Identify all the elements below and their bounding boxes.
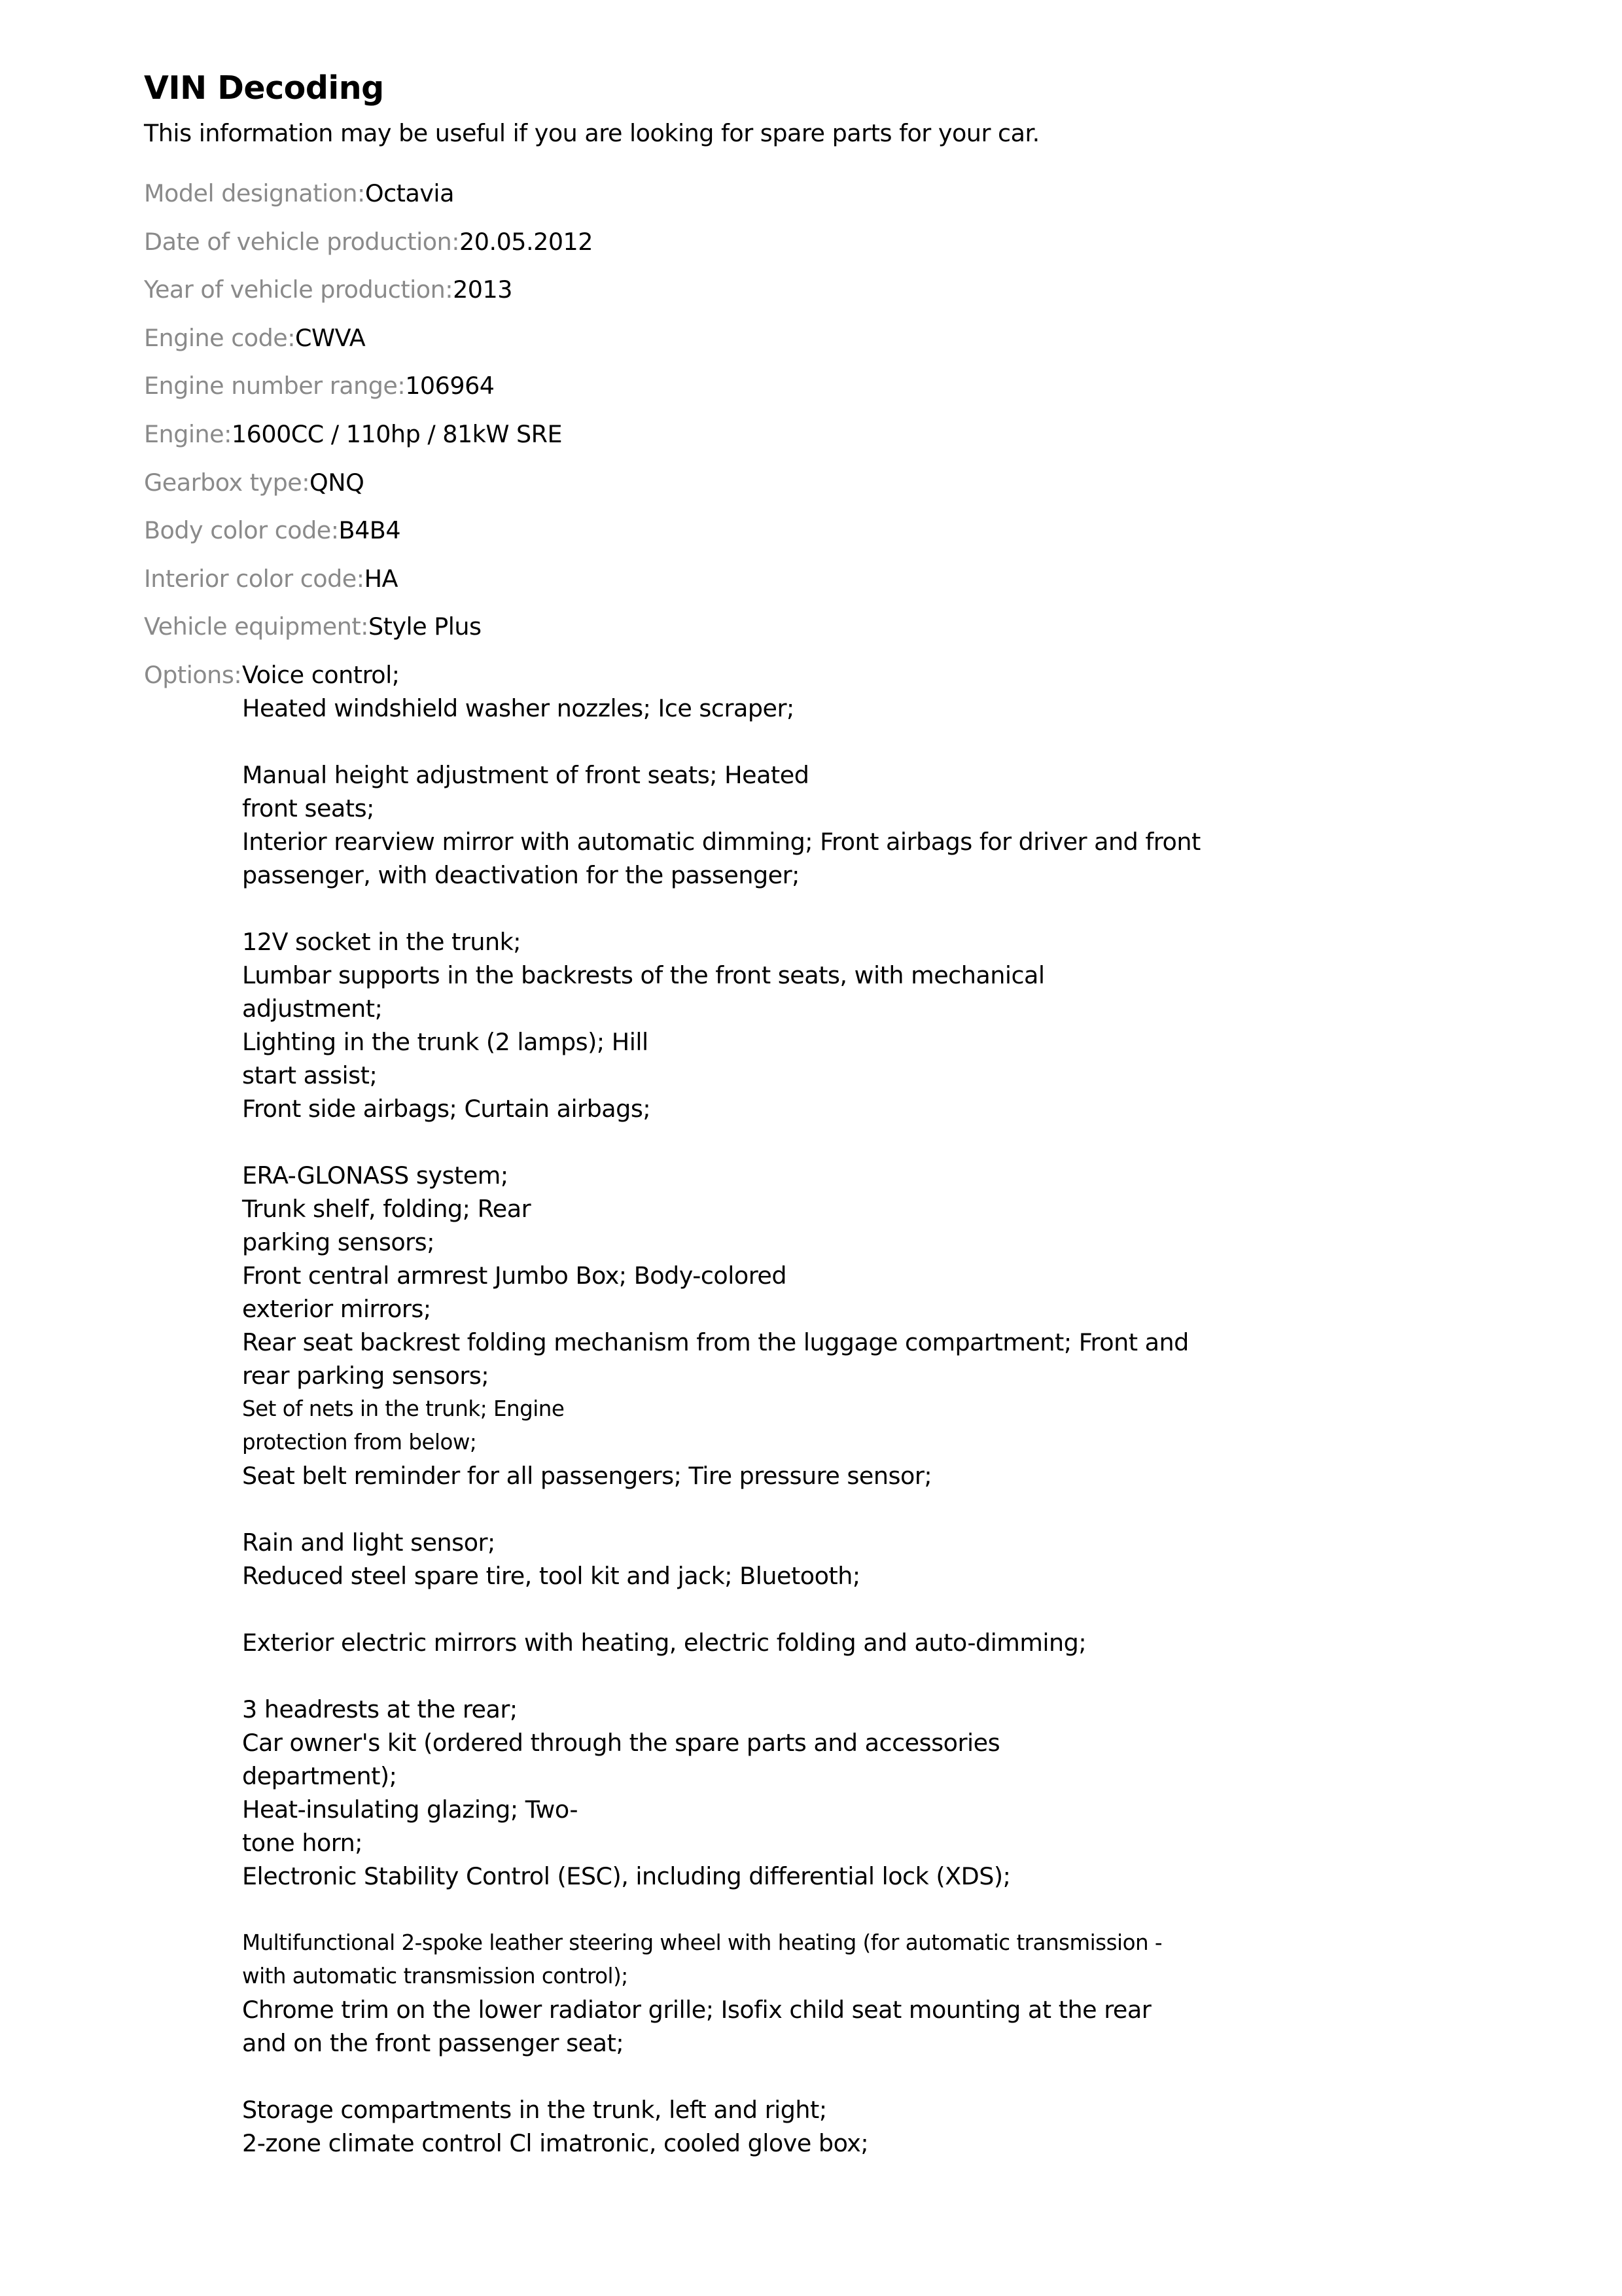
option-line: 3 headrests at the rear; (242, 1695, 518, 1723)
field-production-date (144, 225, 1479, 274)
field-interior-color-code (144, 562, 1479, 610)
field-engine-code (144, 321, 1479, 370)
options-spacer (242, 892, 1354, 925)
field-label: Engine code: (144, 323, 296, 352)
option-line: Car owner's kit (ordered through the spare parts and accessories (242, 1728, 1000, 1757)
options-label: Options: (144, 660, 242, 689)
option-line: front seats; (242, 794, 374, 822)
field-engine (144, 417, 1479, 466)
field-options (144, 658, 1479, 2160)
field-value: Style Plus (368, 612, 482, 641)
options-spacer (242, 1492, 1354, 1526)
field-engine-number-range (144, 369, 1479, 417)
option-line: with automatic transmission control); (242, 1963, 628, 1988)
field-value: CWVA (295, 323, 366, 352)
options-spacer (242, 1893, 1354, 1926)
options-spacer (242, 2060, 1354, 2093)
field-label: Year of vehicle production: (144, 275, 453, 304)
option-line: tone horn; (242, 1828, 363, 1857)
field-label: Date of vehicle production: (144, 227, 460, 256)
page-title: VIN Decoding (144, 69, 384, 107)
field-body-color-code (144, 514, 1479, 562)
field-value: HA (364, 564, 398, 593)
option-line: Heated windshield washer nozzles; Ice scraper; (242, 694, 794, 722)
option-line: passenger, with deactivation for the passenger; (242, 860, 800, 889)
option-line: Front side airbags; Curtain airbags; (242, 1094, 651, 1123)
option-line: Interior rearview mirror with automatic dimming; Front airbags for driver and front (242, 827, 1201, 856)
field-value: 2013 (453, 275, 512, 304)
option-line: Seat belt reminder for all passengers; Tire pressure sensor; (242, 1461, 932, 1490)
field-label: Interior color code: (144, 564, 364, 593)
field-production-year (144, 273, 1479, 321)
option-line: Chrome trim on the lower radiator grille; Isofix child seat mounting at the rear (242, 1995, 1152, 2024)
vin-decoding-page (144, 65, 1479, 2160)
field-value: B4B4 (338, 516, 401, 545)
option-line: adjustment; (242, 994, 383, 1023)
field-gearbox-type (144, 466, 1479, 514)
options-spacer (242, 1659, 1354, 1693)
option-line: rear parking sensors; (242, 1361, 489, 1390)
option-line: Reduced steel spare tire, tool kit and jack; Bluetooth; (242, 1561, 860, 1590)
option-line: Front central armrest Jumbo Box; Body-colored (242, 1261, 787, 1290)
option-line: Rain and light sensor; (242, 1528, 495, 1557)
option-line: start assist; (242, 1061, 378, 1089)
field-value: 106964 (405, 372, 495, 400)
field-value: QNQ (309, 468, 364, 497)
field-model-designation (144, 177, 1479, 225)
options-list (242, 658, 1354, 2160)
field-label: Body color code: (144, 516, 339, 545)
vehicle-info-list (144, 177, 1479, 2160)
option-line: Heat-insulating glazing; Two- (242, 1795, 578, 1824)
options-spacer (242, 725, 1354, 758)
option-line: ERA-GLONASS system; (242, 1161, 508, 1190)
option-line: Lighting in the trunk (2 lamps); Hill (242, 1027, 648, 1056)
option-line: Lumbar supports in the backrests of the front seats, with mechanical (242, 961, 1045, 989)
option-line: and on the front passenger seat; (242, 2028, 624, 2057)
options-spacer (242, 1125, 1354, 1159)
field-value: 1600CC / 110hp / 81kW SRE (231, 419, 563, 448)
option-line: protection from below; (242, 1429, 477, 1455)
option-line: 2-zone climate control Cl imatronic, cooled glove box; (242, 2128, 869, 2157)
option-line: Manual height adjustment of front seats; Heated (242, 760, 809, 789)
field-label: Engine: (144, 419, 232, 448)
field-label: Model designation: (144, 179, 365, 207)
field-label: Engine number range: (144, 372, 406, 400)
option-line: Trunk shelf, folding; Rear (242, 1194, 531, 1223)
option-line: 12V socket in the trunk; (242, 927, 521, 956)
field-label: Gearbox type: (144, 468, 310, 497)
option-line: parking sensors; (242, 1227, 434, 1256)
option-line: Set of nets in the trunk; Engine (242, 1396, 565, 1421)
option-line: Exterior electric mirrors with heating, electric folding and auto-dimming; (242, 1628, 1087, 1657)
option-line: Storage compartments in the trunk, left and right; (242, 2095, 827, 2124)
option-line: Multifunctional 2-spoke leather steering wheel with heating (for automatic transmission - (242, 1930, 1163, 1955)
option-line: department); (242, 1761, 397, 1790)
field-value: Octavia (364, 179, 454, 207)
option-line: Rear seat backrest folding mechanism from the luggage compartment; Front and (242, 1328, 1189, 1356)
options-spacer (242, 1593, 1354, 1626)
option-line: Electronic Stability Control (ESC), including differential lock (XDS); (242, 1862, 1011, 1890)
field-label: Vehicle equipment: (144, 612, 368, 641)
intro-text: This information may be useful if you are looking for spare parts for your car. (144, 119, 1040, 147)
option-line: exterior mirrors; (242, 1294, 431, 1323)
field-value: 20.05.2012 (459, 227, 593, 256)
field-vehicle-equipment (144, 610, 1479, 658)
option-line: Voice control; (242, 660, 400, 689)
